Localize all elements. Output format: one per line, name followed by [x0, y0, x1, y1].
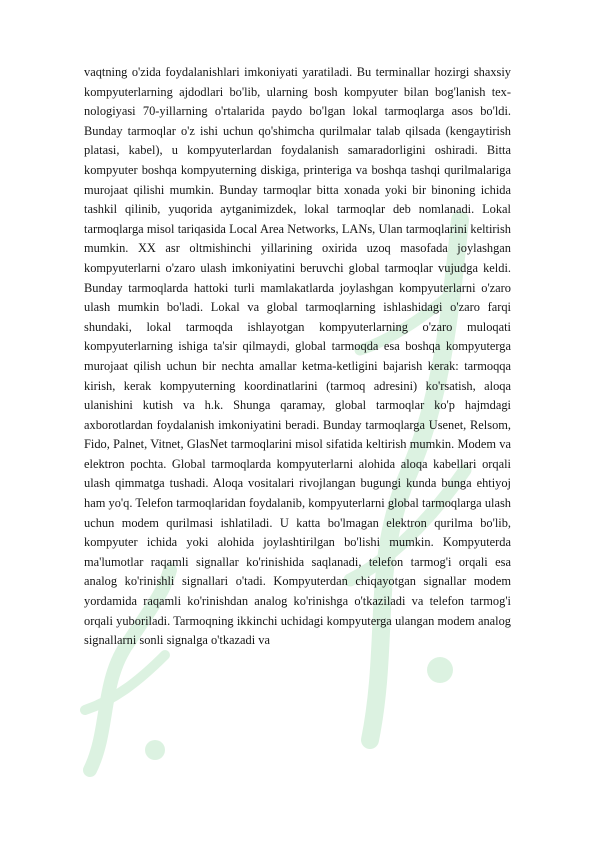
watermark-dot — [145, 740, 165, 760]
watermark-stroke — [85, 655, 165, 710]
watermark-dot — [427, 657, 453, 683]
body-paragraph: vaqtning o'zida foydalanishlari imkoniyati yaratiladi. Bu terminallar hozirgi shaxsiy kompyuterlarning ajdodlari bo'lib, ularning bosh kompyuter bilan bog'lanish tex-nologiyasi 70-yillarning o'rtalarida paydo bo'lgan lokal tarmoqlarga asos bo'ldi. Bunday tarmoqlar o'z ishi uchun qo'shimcha qurilmalar talab qilsada (kengaytirish platasi, kabel), u kompyuterlardan foydalanish samaradorligini oshiradi. Bitta kompyuter boshqa kompyuterning diskiga, printeriga va boshqa tashqi qurilmalariga murojaat qilishi mumkin. Bunday tarmoqlar bitta xonada yoki bir binoning ichida tashkil qilinib, yuqorida aytganimizdek, lokal tarmoqlar deb nomlanadi. Lokal tarmoqlarga misol tariqasida Local Area Networks, LANs, Ulan tarmoqlarini keltirish mumkin. XX asr oltmishinchi yillarining oxirida uzoq masofada joylashgan kompyuterlarni o'zaro ulash imkoniyatini beruvchi global tarmoqlar vujudga keldi. Bunday tarmoqlarda hattoki turli mamlakatlarda joylashgan kompyuterlarni o'zaro ulash mumkin bo'ladi. Lokal va global tarmoqlarning ishlashidagi o'zaro farqi shundaki, lokal tarmoqda ishlayotgan kompyuterlarning o'zaro muloqati kompyuterlarning ishiga ta'sir qilmaydi, global tarmoqda esa boshqa kompyuterga murojaat qilish uchun bir nechta amallar ketma-ketligini bajarish kerak: tarmoqqa kirish, kerak kompyuterning koordinatlarini (tarmoq adresini) ko'rsatish, aloqa ulanishini kutish va h.k. Shunga qaramay, global tarmoqlar ko'p hajmdagi axborotlardan foydalanish imkoniyatini beradi. Bunday tarmoqlarga Usenet, Relsom, Fido, Palnet, Vitnet, GlasNet tarmoqlarini misol sifatida keltirish mumkin. Modem va elektron pochta. Global tarmoqlarda kompyuterlarni alohida aloqa kabellari orqali ulash qimmatga tushadi. Aloqa vositalari rivojlangan bugungi kunda bunga ehtiyoj ham yo'q. Telefon tarmoqlaridan foydalanib, kompyuterlarni global tarmoqlarga ulash uchun modem qurilmasi ishlatiladi. U katta bo'lmagan elektron qurilma bo'lib, kompyuter ichida yoki alohida joylashtirilgan bo'lishi mumkin. Kompyuterda ma'lumotlar raqamli signallar ko'rinishida saqlanadi, telefon tarmog'i orqali esa analog ko'rinishli signallari o'tadi. Kompyuterdan chiqayotgan signallar modem yordamida raqamli ko'rinishdan analog ko'rinishga o'tkaziladi va telefon tarmog'i orqali yuboriladi. Tarmoqning ikkinchi uchidagi kompyuterga ulangan modem analog signallarni sonli signalga o'tkazadi va — [84, 65, 511, 648]
document-body — [84, 63, 511, 651]
